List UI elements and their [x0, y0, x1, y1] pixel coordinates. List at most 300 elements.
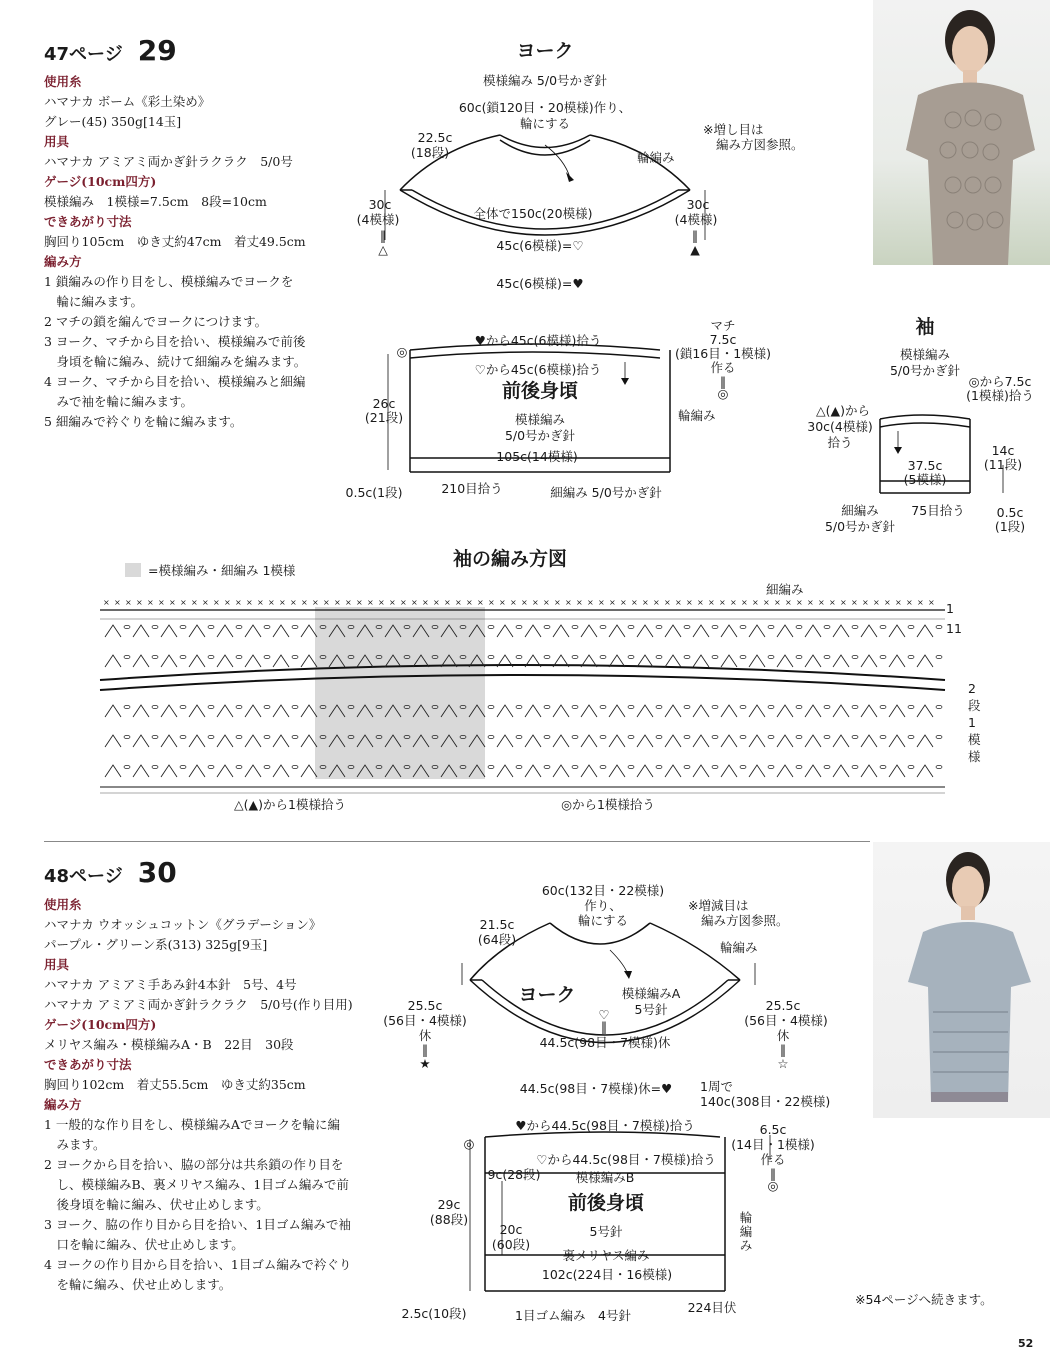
stitch-symbol: [889, 625, 905, 637]
stitch-symbol: [749, 705, 765, 717]
chain-symbol: [572, 655, 578, 658]
stitch-symbol: [665, 735, 681, 747]
chain-symbol: [824, 625, 830, 628]
stitch-symbol: [749, 735, 765, 747]
chain-symbol: [152, 765, 158, 768]
yoke-30-left-mark: ★: [419, 1056, 431, 1071]
sleeve-29-stitch: 模様編み: [899, 347, 951, 362]
chain-symbol: [544, 625, 550, 628]
body-30-band: 9c(28段): [487, 1167, 541, 1182]
page-number: 52: [1018, 1337, 1034, 1350]
chain-symbol: [180, 735, 186, 738]
sleeve-29-hook: 5/0号かぎ針: [889, 363, 961, 378]
chain-symbol: [292, 705, 298, 708]
sc-symbol: ×: [158, 598, 165, 607]
stitch-symbol: [105, 655, 121, 667]
sc-symbol: ×: [565, 598, 572, 607]
stitch-symbol: [721, 655, 737, 667]
instruction-line: 2 ヨークから目を拾い、脇の部分は共糸鎖の作り目を: [44, 1157, 344, 1172]
chain-symbol: [152, 625, 158, 628]
sleeve-29-pick: 75目拾う: [911, 503, 965, 518]
stitch-symbol: [721, 705, 737, 717]
stitch-symbol: [637, 625, 653, 637]
stitch-symbol: [553, 625, 569, 637]
yoke-30-note1: ※増減目は: [688, 898, 749, 913]
instruction-line: ハマナカ アミアミ両かぎ針ラクラク 5/0号(作り目用): [44, 997, 353, 1012]
stitch-symbol: [525, 765, 541, 777]
yoke-30-right: 25.5c: [765, 998, 801, 1013]
yoke-29-left-mark: △: [378, 242, 388, 257]
yoke-30-left2: (56目・4模様): [383, 1013, 467, 1028]
sc-symbol: ×: [587, 598, 594, 607]
instruction-line: ハマナカ アミアミ両かぎ針ラクラク 5/0号: [44, 154, 293, 169]
stitch-symbol: [553, 705, 569, 717]
instructions-29: [44, 72, 374, 432]
chain-symbol: [880, 625, 886, 628]
yoke-30-top3: 輪にする: [577, 913, 629, 928]
chain-symbol: [264, 655, 270, 658]
stitch-symbol: [693, 705, 709, 717]
sc-symbol: ×: [334, 598, 341, 607]
stitch-symbol: [133, 655, 149, 667]
instruction-line: 5 細編みで衿ぐりを輪に編みます。: [44, 414, 243, 429]
body-30-height: 29c: [437, 1197, 461, 1212]
chain-symbol: [684, 625, 690, 628]
yoke-29-total: 全体で150c(20模様): [473, 206, 593, 221]
chain-symbol: [908, 625, 914, 628]
sc-symbol: ×: [598, 598, 605, 607]
chain-symbol: [292, 655, 298, 658]
chain-symbol: [600, 705, 606, 708]
pattern-30-header: [44, 856, 177, 889]
yoke-30-depth: 21.5c: [479, 917, 515, 932]
body-29-gusset-mark: ◎: [717, 386, 729, 401]
sc-symbol: ×: [840, 598, 847, 607]
body-29-edge: 輪編み: [678, 408, 716, 423]
stitch-symbol: [525, 705, 541, 717]
sc-symbol: ×: [466, 598, 473, 607]
yoke-30-stitch: 模様編みA: [621, 986, 681, 1001]
chain-symbol: [208, 765, 214, 768]
yoke-29-left-side2: (4模様): [356, 212, 400, 227]
stitch-symbol: [497, 705, 513, 717]
body-29-title: 前後身頃: [501, 380, 579, 402]
chain-symbol: [628, 735, 634, 738]
yoke-29-outer: 45c(6模様)=♥: [496, 276, 584, 291]
chain-symbol: [180, 625, 186, 628]
sc-symbol: ×: [125, 598, 132, 607]
instruction-line: ハマナカ アミアミ手あみ針4本針 5号、4号: [44, 977, 297, 992]
chain-symbol: [796, 655, 802, 658]
chart-repeat: 2段1模様: [968, 681, 981, 764]
sc-symbol: ×: [609, 598, 616, 607]
stitch-symbol: [693, 765, 709, 777]
sc-symbol: ×: [686, 598, 693, 607]
chart-left-pick: △(▲)から1模様拾う: [234, 797, 346, 812]
stitch-symbol: [217, 655, 233, 667]
instruction-line: 後身頃を輪に編み、伏せ止めします。: [44, 1197, 269, 1212]
section-heading: ゲージ(10cm四方): [44, 1017, 157, 1032]
body-30-diagram: [437, 1115, 780, 1320]
sc-symbol: ×: [312, 598, 319, 607]
chain-symbol: [936, 625, 942, 628]
body-30-side-eq: ‖: [769, 1166, 777, 1181]
yoke-29-right-side2: (4模様): [674, 212, 718, 227]
yoke-29-edge: 輪編み: [637, 150, 675, 165]
stitch-symbol: [161, 705, 177, 717]
sc-symbol: ×: [455, 598, 462, 607]
stitch-symbol: [693, 735, 709, 747]
body-29-top1: ♥から45c(6模様)拾う: [474, 333, 602, 348]
body-29-hem-stitch: 細編み 5/0号かぎ針: [550, 485, 662, 500]
stitch-symbol: [245, 625, 261, 637]
sc-symbol: ×: [444, 598, 451, 607]
section-heading: 用具: [44, 957, 70, 972]
sc-symbol: ×: [345, 598, 352, 607]
yoke-30-edge: 輪編み: [720, 940, 758, 955]
stitch-symbol: [637, 765, 653, 777]
sc-symbol: ×: [532, 598, 539, 607]
body-29-height: 26c: [372, 396, 396, 411]
body-29-height-rows: (21段): [364, 410, 404, 425]
stitch-symbol: [917, 735, 933, 747]
sc-symbol: ×: [620, 598, 627, 607]
chain-symbol: [544, 705, 550, 708]
chain-symbol: [880, 655, 886, 658]
chain-symbol: [236, 655, 242, 658]
chain-symbol: [152, 655, 158, 658]
stitch-symbol: [861, 735, 877, 747]
stitch-symbol: [777, 655, 793, 667]
body-30-edge3: み: [739, 1238, 753, 1253]
sc-symbol: ×: [895, 598, 902, 607]
section-heading: 使用糸: [44, 74, 82, 89]
yoke-29-right-side: 30c: [686, 197, 710, 212]
sc-symbol: ×: [664, 598, 671, 607]
stitch-symbol: [553, 765, 569, 777]
chain-symbol: [180, 765, 186, 768]
sc-symbol: ×: [862, 598, 869, 607]
sleeve-29-length: 14c: [991, 443, 1015, 458]
stitch-symbol: [665, 705, 681, 717]
chain-symbol: [712, 655, 718, 658]
chain-symbol: [124, 655, 130, 658]
instruction-line: 1 鎖編みの作り目をし、模様編みでヨークを: [44, 274, 294, 289]
sc-symbol: ×: [169, 598, 176, 607]
chain-symbol: [572, 765, 578, 768]
chain-symbol: [600, 735, 606, 738]
chain-symbol: [628, 765, 634, 768]
sleeve-29-width: 37.5c: [907, 458, 943, 473]
instruction-line: 口を輪に編み、伏せ止めします。: [44, 1237, 244, 1252]
yoke-30-round2: 140c(308目・22模様): [700, 1094, 831, 1109]
chain-symbol: [488, 625, 494, 628]
chain-symbol: [824, 765, 830, 768]
stitch-symbol: [301, 655, 317, 667]
sc-symbol: ×: [818, 598, 825, 607]
body-30-side: 6.5c: [759, 1122, 787, 1137]
stitch-symbol: [917, 765, 933, 777]
stitch-symbol: [749, 655, 765, 667]
chart-title: 袖の編み方図: [452, 548, 568, 570]
yoke-30-needle: 5号針: [634, 1002, 668, 1017]
sc-symbol: ×: [301, 598, 308, 607]
sc-symbol: ×: [367, 598, 374, 607]
sc-symbol: ×: [257, 598, 264, 607]
stitch-symbol: [749, 765, 765, 777]
sc-symbol: ×: [400, 598, 407, 607]
body-29-left-mark: ◎: [396, 344, 408, 359]
chain-symbol: [936, 765, 942, 768]
chain-symbol: [600, 765, 606, 768]
stitch-symbol: [749, 625, 765, 637]
stitch-symbol: [833, 625, 849, 637]
chart-break-line: [100, 675, 945, 690]
yoke-30-note2: 編み方図参照。: [701, 913, 789, 928]
chain-symbol: [740, 655, 746, 658]
chain-symbol: [740, 735, 746, 738]
stitch-symbol: [525, 625, 541, 637]
chain-symbol: [740, 765, 746, 768]
stitch-symbol: [777, 625, 793, 637]
sc-symbol: ×: [224, 598, 231, 607]
stitch-symbol: [665, 625, 681, 637]
body-30-band-stitch: 模様編みB: [575, 1170, 635, 1185]
yoke-30-right-mark: ☆: [777, 1056, 789, 1071]
chain-symbol: [572, 625, 578, 628]
chain-symbol: [516, 655, 522, 658]
chain-symbol: [264, 765, 270, 768]
sc-symbol: ×: [851, 598, 858, 607]
stitch-symbol: [889, 655, 905, 667]
stitch-symbol: [861, 765, 877, 777]
chain-symbol: [684, 735, 690, 738]
model-photo-30: [873, 842, 1050, 1118]
instruction-line: みで袖を輪に編みます。: [44, 394, 194, 409]
sc-symbol: ×: [202, 598, 209, 607]
stitch-symbol: [497, 625, 513, 637]
sc-symbol: ×: [917, 598, 924, 607]
chain-symbol: [628, 705, 634, 708]
sleeve-29-from1: ◎から7.5c: [968, 374, 1032, 389]
chain-symbol: [292, 765, 298, 768]
stitch-symbol: [105, 705, 121, 717]
chain-symbol: [936, 735, 942, 738]
stitch-symbol: [581, 735, 597, 747]
stitch-symbol: [805, 735, 821, 747]
model-illustration-30: [873, 842, 1050, 1118]
stitch-symbol: [861, 655, 877, 667]
stitch-symbol: [105, 735, 121, 747]
stitch-symbol: [805, 765, 821, 777]
sleeve-chart: [95, 595, 955, 795]
sc-symbol: ×: [510, 598, 517, 607]
chain-symbol: [712, 735, 718, 738]
stitch-symbol: [609, 735, 625, 747]
chain-symbol: [236, 705, 242, 708]
stitch-symbol: [917, 655, 933, 667]
chain-symbol: [880, 735, 886, 738]
stitch-symbol: [609, 765, 625, 777]
instruction-line: 2 マチの鎖を編んでヨークにつけます。: [44, 314, 268, 329]
model-photo-29: [873, 0, 1050, 265]
sc-symbol: ×: [708, 598, 715, 607]
sc-symbol: ×: [719, 598, 726, 607]
chain-symbol: [796, 625, 802, 628]
body-29-stitch: 模様編み: [514, 412, 566, 427]
chain-symbol: [124, 765, 130, 768]
body-30-left-mark: ◎: [463, 1136, 475, 1151]
stitch-symbol: [189, 735, 205, 747]
yoke-29-stitch: 模様編み 5/0号かぎ針: [482, 73, 608, 88]
chain-symbol: [516, 735, 522, 738]
stitch-symbol: [861, 705, 877, 717]
chain-symbol: [712, 765, 718, 768]
stitch-symbol: [917, 705, 933, 717]
stitch-symbol: [693, 625, 709, 637]
stitch-symbol: [273, 765, 289, 777]
yoke-29-left-eq: ‖: [379, 228, 387, 243]
chain-symbol: [656, 765, 662, 768]
stitch-symbol: [217, 735, 233, 747]
yoke-30-heart-eq: ‖: [600, 1019, 608, 1034]
instruction-line: 模様編み 1模様=7.5cm 8段=10cm: [44, 194, 267, 209]
chain-symbol: [908, 765, 914, 768]
body-30-needle: 5号針: [589, 1224, 623, 1239]
body-30-edge1: 輪: [739, 1210, 753, 1225]
chain-symbol: [852, 765, 858, 768]
stitch-symbol: [889, 705, 905, 717]
body-30-mid2: (60段): [491, 1237, 531, 1252]
body-29-hem: 0.5c(1段): [345, 485, 403, 500]
section-heading: 編み方: [44, 254, 82, 269]
chart-repeat-shade: [315, 607, 485, 779]
chain-symbol: [180, 655, 186, 658]
body-30-stitch: 裏メリヤス編み: [562, 1248, 650, 1263]
instruction-line: 輪に編みます。: [44, 294, 144, 309]
sc-symbol: ×: [191, 598, 198, 607]
yoke-29-depth-rows: (18段): [410, 145, 450, 160]
chain-symbol: [236, 735, 242, 738]
yoke-29-top-chain: 60c(鎖120目・20模様)作り、: [458, 100, 632, 115]
stitch-symbol: [105, 625, 121, 637]
chain-symbol: [628, 655, 634, 658]
sc-symbol: ×: [741, 598, 748, 607]
instruction-line: ハマナカ ウオッシュコットン《グラデーション》: [44, 917, 322, 932]
sc-symbol: ×: [378, 598, 385, 607]
chain-symbol: [656, 625, 662, 628]
sc-symbol: ×: [697, 598, 704, 607]
sleeve-29-hem-hook: 5/0号かぎ針: [824, 519, 896, 534]
body-29-gusset4: 作る: [710, 360, 736, 375]
pattern-number-30: 30: [137, 856, 177, 889]
yoke-30-left3: 休: [418, 1028, 432, 1043]
sc-symbol: ×: [642, 598, 649, 607]
sc-symbol: ×: [389, 598, 396, 607]
chain-symbol: [936, 655, 942, 658]
body-29-hook: 5/0号かぎ針: [504, 428, 576, 443]
stitch-symbol: [245, 705, 261, 717]
stitch-symbol: [581, 705, 597, 717]
stitch-symbol: [777, 735, 793, 747]
yoke-30-left: 25.5c: [407, 998, 443, 1013]
stitch-symbol: [833, 735, 849, 747]
instruction-line: 4 ヨークの作り目から目を拾い、1目ゴム編みで衿ぐり: [44, 1257, 352, 1272]
sc-symbol: ×: [147, 598, 154, 607]
chain-symbol: [124, 735, 130, 738]
sleeve-29-length2: (11段): [983, 457, 1023, 472]
sleeve-29-from2c: 拾う: [827, 435, 853, 450]
chain-symbol: [208, 735, 214, 738]
stitch-symbol: [301, 735, 317, 747]
stitch-symbol: [777, 765, 793, 777]
sc-symbol: ×: [136, 598, 143, 607]
sc-symbol: ×: [829, 598, 836, 607]
sc-symbol: ×: [411, 598, 418, 607]
sc-symbol: ×: [763, 598, 770, 607]
stitch-symbol: [245, 765, 261, 777]
sc-symbol: ×: [499, 598, 506, 607]
chain-symbol: [768, 705, 774, 708]
stitch-symbol: [217, 625, 233, 637]
chain-symbol: [712, 705, 718, 708]
chain-symbol: [600, 655, 606, 658]
yoke-30-heart: ♡: [598, 1007, 610, 1022]
sc-symbol: ×: [576, 598, 583, 607]
sc-symbol: ×: [785, 598, 792, 607]
sc-symbol: ×: [246, 598, 253, 607]
yoke-30-top: 60c(132目・22模様): [541, 883, 665, 898]
section-heading: できあがり寸法: [44, 214, 132, 229]
chain-symbol: [516, 705, 522, 708]
stitch-symbol: [581, 625, 597, 637]
stitch-symbol: [217, 705, 233, 717]
stitch-symbol: [553, 735, 569, 747]
yoke-29-depth: 22.5c: [417, 130, 453, 145]
sc-symbol: ×: [433, 598, 440, 607]
yoke-30-round: 1周で: [700, 1079, 733, 1094]
stitch-symbol: [805, 625, 821, 637]
body-30-hem: 2.5c(10段): [401, 1306, 467, 1321]
yoke-29-left-side: 30c: [368, 197, 392, 212]
chart-row-top: 1: [946, 601, 954, 616]
instruction-line: 胸回り102cm 着丈55.5cm ゆき丈約35cm: [44, 1077, 306, 1092]
body-30-side-mark: ◎: [767, 1178, 779, 1193]
chain-symbol: [488, 655, 494, 658]
body-30-edge2: 編: [739, 1224, 753, 1239]
stitch-symbol: [609, 705, 625, 717]
yoke-30-title: ヨーク: [518, 984, 576, 1006]
stitch-symbol: [273, 655, 289, 667]
stitch-symbol: [581, 765, 597, 777]
chain-symbol: [908, 655, 914, 658]
sc-symbol: ×: [477, 598, 484, 607]
chain-symbol: [124, 705, 130, 708]
instruction-line: パープル・グリーン系(313) 325g[9玉]: [44, 937, 268, 952]
stitch-symbol: [609, 625, 625, 637]
chain-symbol: [628, 625, 634, 628]
stitch-symbol: [161, 735, 177, 747]
chain-symbol: [768, 655, 774, 658]
stitch-symbol: [917, 625, 933, 637]
chart-right-pick: ◎から1模様拾う: [561, 797, 655, 812]
body-30-width: 102c(224目・16模様): [541, 1267, 673, 1282]
chain-symbol: [488, 705, 494, 708]
section-heading: ゲージ(10cm四方): [44, 174, 157, 189]
chain-symbol: [152, 705, 158, 708]
stitch-symbol: [637, 705, 653, 717]
chain-symbol: [208, 705, 214, 708]
